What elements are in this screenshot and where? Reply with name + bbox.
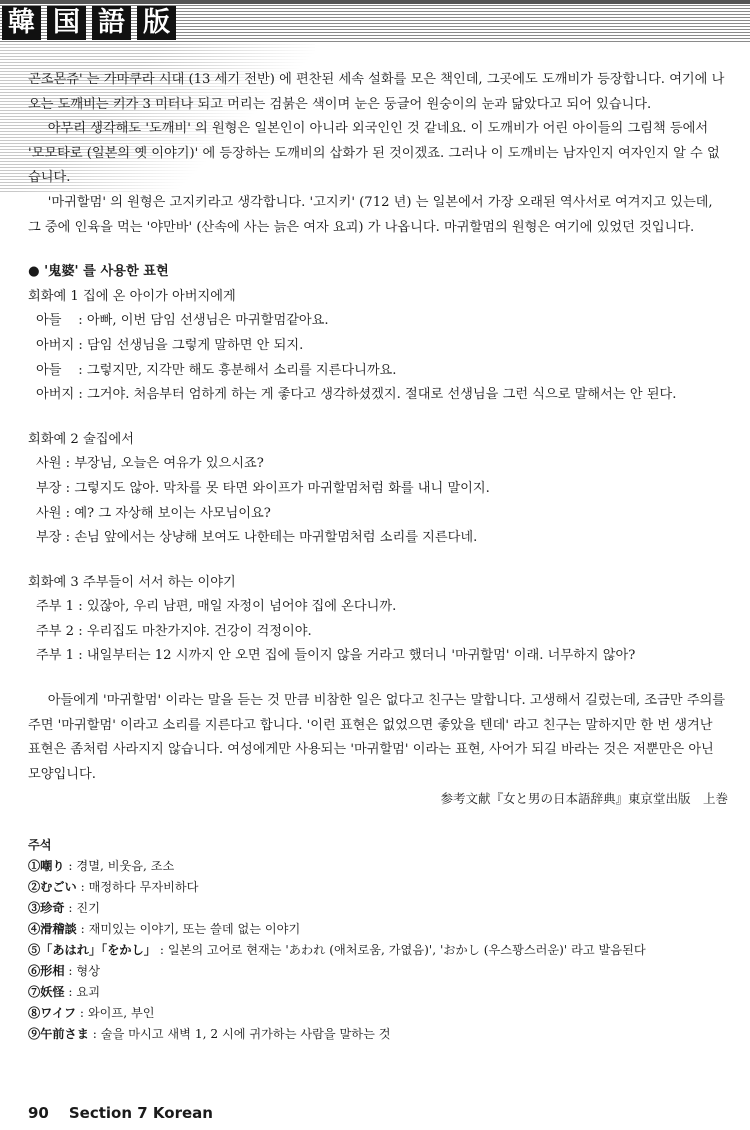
page-number: 90 <box>28 1104 49 1122</box>
dialogue-line <box>28 359 728 384</box>
speaker: 아들 : <box>36 362 87 378</box>
speaker: 아버지 : <box>36 337 88 353</box>
note-item <box>28 898 728 919</box>
utterance: 그렇지만, 지각만 해도 흥분해서 소리를 지른다니까요. <box>86 362 397 378</box>
speaker: 부장 : <box>36 480 75 496</box>
page-title <box>2 6 176 40</box>
closing-paragraph: 아들에게 '마귀할멈' 이라는 말을 듣는 것 만큼 비참한 일은 없다고 친구는 말합니다. 고생해서 길렀는데, 조금만 주의를 주면 '마귀할멈' 이라고 소리를 지른다고 합니다. '이런 표현은 없었으면 좋았을 텐데' 라고 친구는 말하지만 한 번 생겨난 표현은 좀처럼 사라지지 않습니다. 여성에게만 사용되는 '마귀할멈' 이라는 표현, 사어가 되길 바라는 것은 저뿐만은 아닌 모양입니다. <box>28 693 726 782</box>
note-definition: : 진기 <box>64 901 100 915</box>
note-term: ③珍奇 <box>28 901 65 915</box>
article-body <box>28 68 728 812</box>
note-item <box>28 982 728 1003</box>
reference-citation: 参考文献『女と男の日本語辞典』東京堂出版 上巻 <box>440 791 728 807</box>
dialogue-line <box>28 502 728 527</box>
note-term: ⑦妖怪 <box>28 985 65 999</box>
dialogue-line <box>28 383 728 408</box>
speaker: 부장 : <box>36 530 75 546</box>
note-term: ②むごい <box>28 880 77 894</box>
utterance: 그렇지도 않아. 막차를 못 타면 와이프가 마귀할멈처럼 화를 내니 말이지. <box>74 480 490 496</box>
dialogue-line <box>28 452 728 477</box>
utterance: 그거야. 처음부터 엄하게 하는 게 좋다고 생각하셨겠지. 절대로 선생님을 그런 식으로 말해서는 안 된다. <box>87 387 677 403</box>
conversation-title: 회화예 2 술집에서 <box>28 431 134 447</box>
utterance: 아빠, 이번 담임 선생님은 마귀할멈같아요. <box>86 313 329 329</box>
note-term: ⑤「あはれ」「をかし」 <box>28 943 156 957</box>
note-term: ④滑稽談 <box>28 922 77 936</box>
notes-heading: 주석 <box>28 838 52 852</box>
dialogue-line <box>28 334 728 359</box>
dialogue-line <box>28 644 728 669</box>
section-heading: ● '鬼婆' 를 사용한 표현 <box>28 264 169 280</box>
title-char: 版 <box>137 6 176 40</box>
speaker: 아들 : <box>36 313 87 329</box>
speaker: 주부 1 : <box>36 599 87 615</box>
conversation-title: 회화예 3 주부들이 서서 하는 이야기 <box>28 574 236 590</box>
note-item <box>28 877 728 898</box>
dialogue-line <box>28 595 728 620</box>
speaker: 주부 2 : <box>36 623 87 639</box>
notes-section <box>28 835 728 1045</box>
note-definition: : 와이프, 부인 <box>76 1006 155 1020</box>
note-definition: : 술을 마시고 새벽 1, 2 시에 귀가하는 사람을 말하는 것 <box>88 1027 391 1041</box>
note-term: ⑧ワイフ <box>28 1006 77 1020</box>
note-definition: : 형상 <box>64 964 100 978</box>
intro-paragraph: 곤조몬쥬' 는 가마쿠라 시대 (13 세기 전반) 에 편찬된 세속 설화를 모은 책인데, 그곳에도 도깨비가 등장합니다. 여기에 나오는 도깨비는 키가 3 미터나 되고 머리는 검붉은 색이며 눈은 둥글어 원숭이의 눈과 닮았다고 되어 있습니다. <box>28 72 725 112</box>
dialogue-line <box>28 477 728 502</box>
speaker: 사원 : <box>36 505 75 521</box>
intro-paragraph: 아무리 생각해도 '도깨비' 의 원형은 일본인이 아니라 외국인인 것 같네요. 이 도깨비가 어린 아이들의 그림책 등에서 '모모타로 (일본의 옛 이야기)' 에 등장하는 도깨비의 삽화가 된 것이겠죠. 그러나 이 도깨비는 남자인지 여자인지 알 수 없습니다. <box>28 121 720 186</box>
speaker: 사원 : <box>36 456 75 472</box>
utterance: 내일부터는 12 시까지 안 오면 집에 들이지 않을 거라고 했더니 '마귀할멈' 이래. 너무하지 않아? <box>86 648 636 664</box>
intro-paragraph: '마귀할멈' 의 원형은 고지키라고 생각합니다. '고지키' (712 년) 는 일본에서 가장 오래된 역사서로 여겨지고 있는데, 그 중에 인육을 먹는 '야만바' (산속에 사는 늙은 여자 요괴) 가 나옵니다. 마귀할멈의 원형은 여기에 있었던 것입니다. <box>28 194 713 235</box>
dialogue-line <box>28 526 728 551</box>
note-item <box>28 940 728 961</box>
note-term: ①嘲り <box>28 859 65 873</box>
dialogue-line <box>28 309 728 334</box>
utterance: 있잖아, 우리 남편, 매일 자정이 넘어야 집에 온다니까. <box>86 599 397 615</box>
utterance: 담임 선생님을 그렇게 말하면 안 되지. <box>87 337 304 353</box>
section-label: Section 7 Korean <box>68 1104 213 1122</box>
dialogue-line <box>28 620 728 645</box>
note-item <box>28 1024 728 1045</box>
note-item <box>28 919 728 940</box>
note-item <box>28 961 728 982</box>
speaker: 주부 1 : <box>36 648 87 664</box>
utterance: 부장님, 오늘은 여유가 있으시죠? <box>74 456 264 472</box>
note-definition: : 일본의 고어로 현재는 'あわれ (애처로움, 가엾음)', 'おかし (우스꽝스러운)' 라고 발음된다 <box>155 943 646 957</box>
page-footer <box>28 1104 213 1122</box>
note-item <box>28 1003 728 1024</box>
speaker: 아버지 : <box>36 387 88 403</box>
note-term: ⑨午前さま <box>28 1027 89 1041</box>
note-definition: : 재미있는 이야기, 또는 쓸데 없는 이야기 <box>76 922 301 936</box>
note-term: ⑥形相 <box>28 964 65 978</box>
note-definition: : 매정하다 무자비하다 <box>76 880 199 894</box>
note-item <box>28 856 728 877</box>
note-definition: : 요괴 <box>64 985 100 999</box>
note-definition: : 경멸, 비웃음, 조소 <box>64 859 175 873</box>
title-char: 語 <box>92 6 131 40</box>
title-char: 国 <box>47 6 86 40</box>
utterance: 손님 앞에서는 상냥해 보여도 나한테는 마귀할멈처럼 소리를 지른다네. <box>74 530 478 546</box>
utterance: 우리집도 마찬가지야. 건강이 걱정이야. <box>86 623 312 639</box>
title-char: 韓 <box>2 6 41 40</box>
conversation-title: 회화예 1 집에 온 아이가 아버지에게 <box>28 288 236 304</box>
utterance: 예? 그 자상해 보이는 사모님이요? <box>74 505 271 521</box>
